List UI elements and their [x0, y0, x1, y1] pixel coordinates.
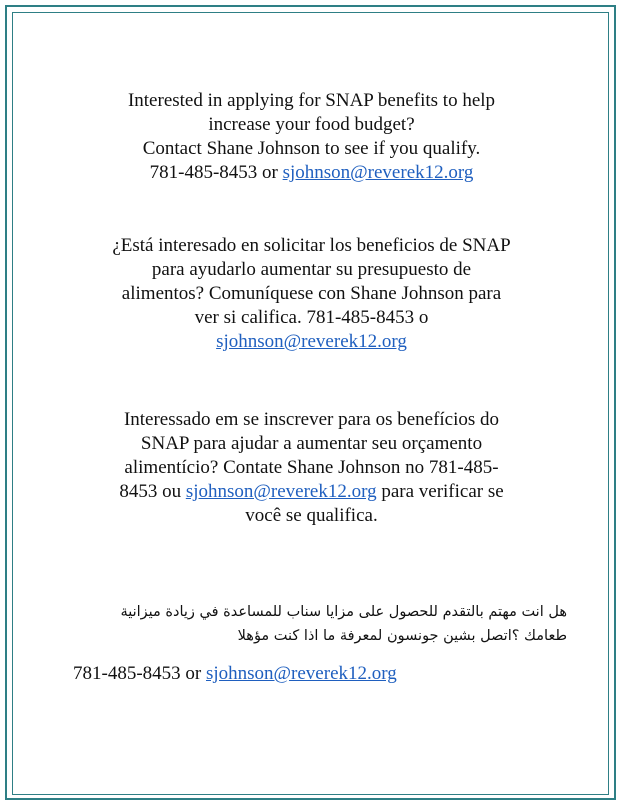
english-contact-line — [40, 161, 583, 185]
arabic-section — [55, 600, 567, 648]
portuguese-line-4 — [40, 480, 583, 504]
english-phone-or: 781-485-8453 or — [149, 162, 283, 183]
english-line-3: Contact Shane Johnson to see if you qualify. — [142, 138, 481, 159]
spanish-email-link[interactable]: sjohnson@reverek12.org — [216, 331, 407, 352]
english-section — [40, 89, 583, 185]
spanish-line-1: ¿Está interesado en solicitar los beneficios de SNAP — [112, 235, 511, 256]
portuguese-line-3: alimentício? Contate Shane Johnson no 781-485- — [124, 457, 499, 478]
arabic-contact-line — [73, 662, 533, 686]
english-email-link[interactable]: sjohnson@reverek12.org — [282, 162, 474, 183]
arabic-line-1: هل انت مهتم بالتقدم للحصول على مزايا سناب للمساعدة في زيادة ميزانية — [120, 604, 567, 620]
english-line-1: Interested in applying for SNAP benefits to help — [127, 90, 496, 111]
english-line-2: increase your food budget? — [208, 114, 415, 135]
spanish-email-line — [40, 330, 583, 354]
portuguese-section — [40, 408, 583, 528]
portuguese-line-4-post: para verificar se — [376, 481, 504, 502]
arabic-email-link[interactable]: sjohnson@reverek12.org — [205, 663, 397, 684]
portuguese-line-1: Interessado em se inscrever para os benefícios do — [123, 409, 500, 430]
arabic-line-2: طعامك ؟اتصل بشين جونسون لمعرفة ما اذا كنت مؤهلا — [237, 628, 567, 644]
portuguese-line-5: você se qualifica. — [245, 505, 378, 526]
spanish-section — [40, 234, 583, 354]
portuguese-line-4-pre: 8453 ou — [119, 481, 186, 502]
spanish-line-3: alimentos? Comuníquese con Shane Johnson para — [121, 283, 502, 304]
arabic-phone-or: 781-485-8453 or — [73, 663, 206, 684]
spanish-line-4: ver si califica. 781-485-8453 o — [194, 307, 429, 328]
spanish-line-2: para ayudarlo aumentar su presupuesto de — [151, 259, 472, 280]
portuguese-line-2: SNAP para ajudar a aumentar seu orçamento — [140, 433, 483, 454]
portuguese-email-link[interactable]: sjohnson@reverek12.org — [185, 481, 377, 502]
